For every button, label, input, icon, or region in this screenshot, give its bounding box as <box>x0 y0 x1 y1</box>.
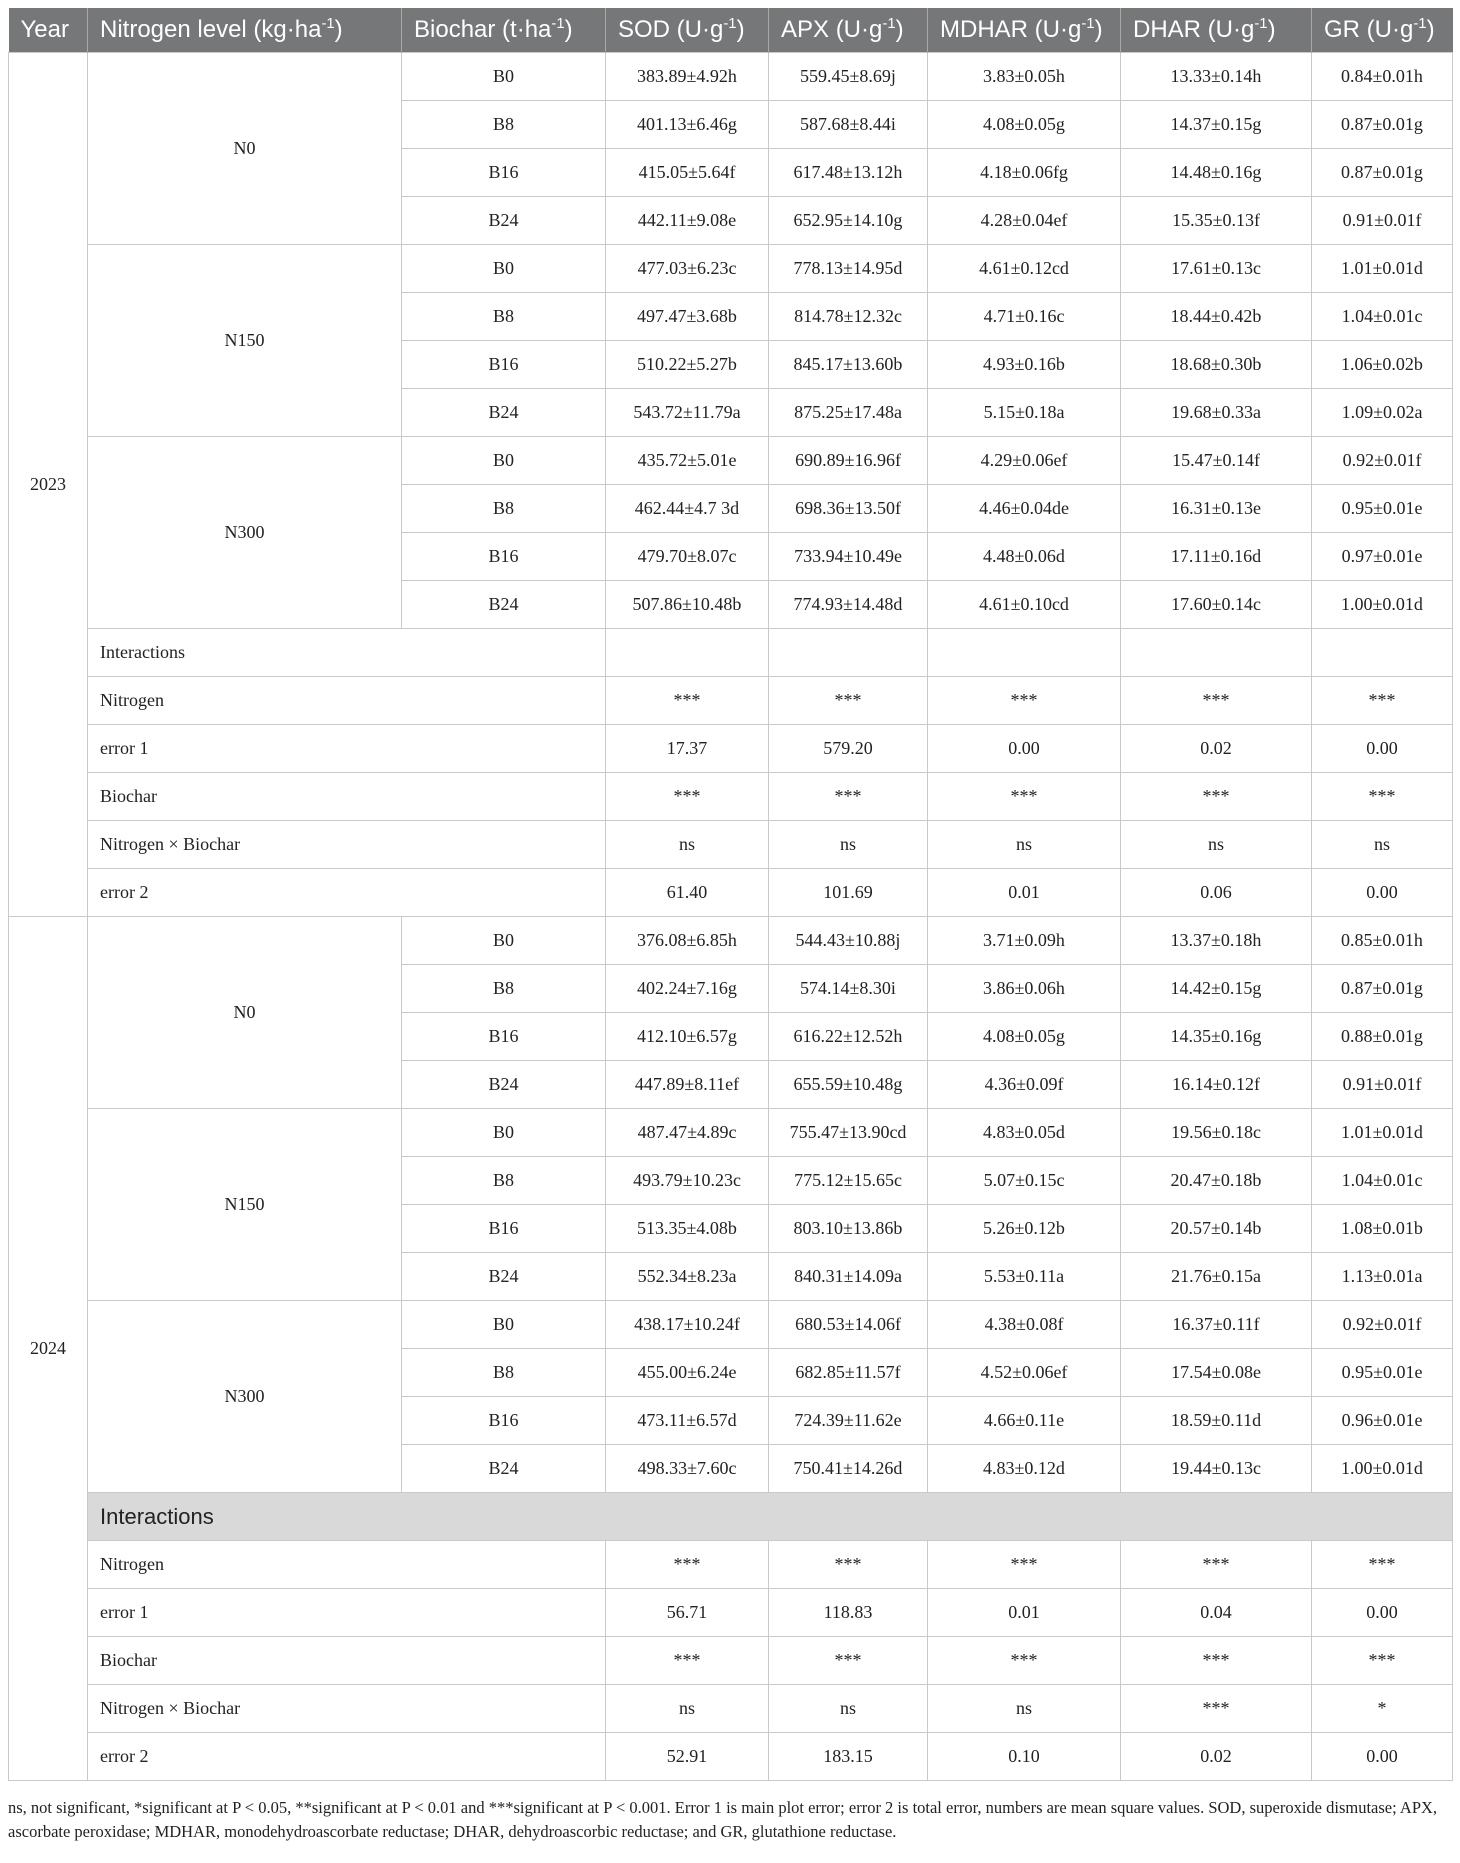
apx-value-cell: 778.13±14.95d <box>769 245 928 293</box>
apx-value-cell: 775.12±15.65c <box>769 1157 928 1205</box>
apx-value-cell: 680.53±14.06f <box>769 1301 928 1349</box>
empty-cell <box>606 629 769 677</box>
mdhar-value-cell: 4.08±0.05g <box>928 101 1121 149</box>
dhar-value-cell: 17.54±0.08e <box>1121 1349 1312 1397</box>
apx-value-cell: 587.68±8.44i <box>769 101 928 149</box>
year-cell: 2024 <box>9 917 88 1781</box>
gr-value-cell: 0.92±0.01f <box>1312 1301 1453 1349</box>
apx-interaction-cell: *** <box>769 677 928 725</box>
dhar-value-cell: 16.37±0.11f <box>1121 1301 1312 1349</box>
dhar-value-cell: 14.42±0.15g <box>1121 965 1312 1013</box>
gr-value-cell: 1.00±0.01d <box>1312 1445 1453 1493</box>
interaction-label: error 1 <box>88 725 606 773</box>
apx-value-cell: 814.78±12.32c <box>769 293 928 341</box>
biochar-cell: B8 <box>402 1349 606 1397</box>
sod-interaction-cell: *** <box>606 1541 769 1589</box>
interaction-row <box>9 821 1453 869</box>
gr-value-cell: 0.87±0.01g <box>1312 101 1453 149</box>
gr-value-cell: 1.01±0.01d <box>1312 1109 1453 1157</box>
biochar-cell: B0 <box>402 917 606 965</box>
sod-interaction-cell: *** <box>606 773 769 821</box>
nitrogen-level-cell: N150 <box>88 245 402 437</box>
enzyme-activity-table <box>8 8 1453 1781</box>
biochar-cell: B24 <box>402 389 606 437</box>
dhar-value-cell: 16.31±0.13e <box>1121 485 1312 533</box>
gr-value-cell: 0.97±0.01e <box>1312 533 1453 581</box>
sod-value-cell: 376.08±6.85h <box>606 917 769 965</box>
sod-interaction-cell: *** <box>606 677 769 725</box>
interaction-label: error 2 <box>88 1733 606 1781</box>
apx-value-cell: 655.59±10.48g <box>769 1061 928 1109</box>
gr-value-cell: 0.87±0.01g <box>1312 965 1453 1013</box>
apx-value-cell: 617.48±13.12h <box>769 149 928 197</box>
nitrogen-level-cell: N0 <box>88 917 402 1109</box>
mdhar-value-cell: 4.66±0.11e <box>928 1397 1121 1445</box>
interaction-row <box>9 1733 1453 1781</box>
mdhar-value-cell: 4.61±0.12cd <box>928 245 1121 293</box>
dhar-value-cell: 19.68±0.33a <box>1121 389 1312 437</box>
sod-value-cell: 402.24±7.16g <box>606 965 769 1013</box>
mdhar-interaction-cell: *** <box>928 1541 1121 1589</box>
sod-value-cell: 487.47±4.89c <box>606 1109 769 1157</box>
mdhar-value-cell: 4.18±0.06fg <box>928 149 1121 197</box>
dhar-interaction-cell: *** <box>1121 1637 1312 1685</box>
sod-value-cell: 513.35±4.08b <box>606 1205 769 1253</box>
dhar-interaction-cell: ns <box>1121 821 1312 869</box>
gr-value-cell: 1.00±0.01d <box>1312 581 1453 629</box>
gr-interaction-cell: * <box>1312 1685 1453 1733</box>
interactions-label: Interactions <box>88 629 606 677</box>
mdhar-value-cell: 4.83±0.12d <box>928 1445 1121 1493</box>
gr-value-cell: 0.84±0.01h <box>1312 53 1453 101</box>
gr-value-cell: 0.88±0.01g <box>1312 1013 1453 1061</box>
sod-value-cell: 477.03±6.23c <box>606 245 769 293</box>
interaction-label: Biochar <box>88 1637 606 1685</box>
interaction-row <box>9 1589 1453 1637</box>
sod-value-cell: 479.70±8.07c <box>606 533 769 581</box>
biochar-cell: B24 <box>402 1061 606 1109</box>
mdhar-value-cell: 4.52±0.06ef <box>928 1349 1121 1397</box>
sod-value-cell: 435.72±5.01e <box>606 437 769 485</box>
apx-value-cell: 682.85±11.57f <box>769 1349 928 1397</box>
gr-value-cell: 1.08±0.01b <box>1312 1205 1453 1253</box>
dhar-value-cell: 13.33±0.14h <box>1121 53 1312 101</box>
dhar-value-cell: 17.61±0.13c <box>1121 245 1312 293</box>
biochar-cell: B24 <box>402 1445 606 1493</box>
biochar-cell: B0 <box>402 1301 606 1349</box>
mdhar-value-cell: 3.86±0.06h <box>928 965 1121 1013</box>
biochar-cell: B0 <box>402 245 606 293</box>
col-header-mdhar: MDHAR $(U\cdot g^{-1})$ <box>928 8 1121 53</box>
dhar-value-cell: 16.14±0.12f <box>1121 1061 1312 1109</box>
interactions-label: Interactions <box>88 1493 1453 1541</box>
apx-value-cell: 755.47±13.90cd <box>769 1109 928 1157</box>
apx-value-cell: 750.41±14.26d <box>769 1445 928 1493</box>
gr-value-cell: 0.91±0.01f <box>1312 1061 1453 1109</box>
biochar-cell: B8 <box>402 1157 606 1205</box>
apx-interaction-cell: *** <box>769 773 928 821</box>
interaction-label: Nitrogen <box>88 677 606 725</box>
gr-value-cell: 1.01±0.01d <box>1312 245 1453 293</box>
sod-value-cell: 497.47±3.68b <box>606 293 769 341</box>
empty-cell <box>928 629 1121 677</box>
col-header-gr: GR $(U\cdot g^{-1})$ <box>1312 8 1453 53</box>
empty-cell <box>1312 629 1453 677</box>
mdhar-interaction-cell: 0.00 <box>928 725 1121 773</box>
gr-interaction-cell: *** <box>1312 1541 1453 1589</box>
apx-interaction-cell: 183.15 <box>769 1733 928 1781</box>
sod-value-cell: 462.44±4.7 3d <box>606 485 769 533</box>
mdhar-interaction-cell: *** <box>928 773 1121 821</box>
col-header-apx: APX $(U\cdot g^{-1})$ <box>769 8 928 53</box>
sod-interaction-cell: 61.40 <box>606 869 769 917</box>
biochar-cell: B8 <box>402 293 606 341</box>
biochar-cell: B16 <box>402 533 606 581</box>
apx-value-cell: 733.94±10.49e <box>769 533 928 581</box>
interactions-header-row <box>9 629 1453 677</box>
dhar-interaction-cell: *** <box>1121 1541 1312 1589</box>
mdhar-value-cell: 4.93±0.16b <box>928 341 1121 389</box>
interaction-label: error 2 <box>88 869 606 917</box>
apx-value-cell: 840.31±14.09a <box>769 1253 928 1301</box>
biochar-cell: B8 <box>402 101 606 149</box>
sod-value-cell: 415.05±5.64f <box>606 149 769 197</box>
gr-interaction-cell: 0.00 <box>1312 725 1453 773</box>
biochar-cell: B16 <box>402 341 606 389</box>
interaction-label: Nitrogen × Biochar <box>88 1685 606 1733</box>
empty-cell <box>769 629 928 677</box>
nitrogen-level-cell: N150 <box>88 1109 402 1301</box>
sod-value-cell: 401.13±6.46g <box>606 101 769 149</box>
mdhar-value-cell: 3.71±0.09h <box>928 917 1121 965</box>
dhar-value-cell: 15.35±0.13f <box>1121 197 1312 245</box>
apx-value-cell: 774.93±14.48d <box>769 581 928 629</box>
apx-value-cell: 574.14±8.30i <box>769 965 928 1013</box>
apx-value-cell: 845.17±13.60b <box>769 341 928 389</box>
table-row <box>9 917 1453 965</box>
dhar-value-cell: 15.47±0.14f <box>1121 437 1312 485</box>
mdhar-value-cell: 4.29±0.06ef <box>928 437 1121 485</box>
apx-value-cell: 652.95±14.10g <box>769 197 928 245</box>
apx-value-cell: 875.25±17.48a <box>769 389 928 437</box>
sod-value-cell: 552.34±8.23a <box>606 1253 769 1301</box>
gr-value-cell: 1.04±0.01c <box>1312 1157 1453 1205</box>
apx-interaction-cell: 579.20 <box>769 725 928 773</box>
interaction-label: Nitrogen <box>88 1541 606 1589</box>
dhar-interaction-cell: 0.04 <box>1121 1589 1312 1637</box>
dhar-value-cell: 21.76±0.15a <box>1121 1253 1312 1301</box>
dhar-interaction-cell: *** <box>1121 773 1312 821</box>
apx-interaction-cell: *** <box>769 1637 928 1685</box>
interactions-header-row <box>9 1493 1453 1541</box>
apx-value-cell: 544.43±10.88j <box>769 917 928 965</box>
nitrogen-level-cell: N300 <box>88 1301 402 1493</box>
apx-interaction-cell: 118.83 <box>769 1589 928 1637</box>
interaction-row <box>9 725 1453 773</box>
mdhar-interaction-cell: *** <box>928 1637 1121 1685</box>
table-row <box>9 1109 1453 1157</box>
apx-interaction-cell: ns <box>769 821 928 869</box>
dhar-interaction-cell: 0.02 <box>1121 1733 1312 1781</box>
apx-value-cell: 690.89±16.96f <box>769 437 928 485</box>
mdhar-interaction-cell: 0.10 <box>928 1733 1121 1781</box>
mdhar-value-cell: 4.48±0.06d <box>928 533 1121 581</box>
mdhar-value-cell: 5.07±0.15c <box>928 1157 1121 1205</box>
gr-value-cell: 0.87±0.01g <box>1312 149 1453 197</box>
biochar-cell: B8 <box>402 485 606 533</box>
table-row <box>9 53 1453 101</box>
sod-value-cell: 473.11±6.57d <box>606 1397 769 1445</box>
apx-interaction-cell: *** <box>769 1541 928 1589</box>
sod-interaction-cell: 52.91 <box>606 1733 769 1781</box>
col-header-biochar: Biochar $(t\cdot ha^{-1})$ <box>402 8 606 53</box>
table-row <box>9 437 1453 485</box>
dhar-interaction-cell: *** <box>1121 677 1312 725</box>
dhar-value-cell: 18.68±0.30b <box>1121 341 1312 389</box>
apx-value-cell: 616.22±12.52h <box>769 1013 928 1061</box>
dhar-value-cell: 20.57±0.14b <box>1121 1205 1312 1253</box>
sod-value-cell: 455.00±6.24e <box>606 1349 769 1397</box>
dhar-interaction-cell: 0.06 <box>1121 869 1312 917</box>
biochar-cell: B24 <box>402 581 606 629</box>
sod-value-cell: 383.89±4.92h <box>606 53 769 101</box>
gr-interaction-cell: *** <box>1312 773 1453 821</box>
gr-value-cell: 1.13±0.01a <box>1312 1253 1453 1301</box>
mdhar-value-cell: 4.38±0.08f <box>928 1301 1121 1349</box>
sod-value-cell: 493.79±10.23c <box>606 1157 769 1205</box>
mdhar-interaction-cell: ns <box>928 821 1121 869</box>
sod-interaction-cell: 17.37 <box>606 725 769 773</box>
mdhar-value-cell: 3.83±0.05h <box>928 53 1121 101</box>
apx-value-cell: 698.36±13.50f <box>769 485 928 533</box>
header-row <box>9 8 1453 53</box>
dhar-interaction-cell: *** <box>1121 1685 1312 1733</box>
col-header-nitrogen: Nitrogen level $(kg\cdot ha^{-1})$ <box>88 8 402 53</box>
biochar-cell: B0 <box>402 1109 606 1157</box>
mdhar-value-cell: 5.53±0.11a <box>928 1253 1121 1301</box>
table-body <box>9 53 1453 1781</box>
dhar-value-cell: 14.35±0.16g <box>1121 1013 1312 1061</box>
interaction-row <box>9 869 1453 917</box>
mdhar-value-cell: 4.36±0.09f <box>928 1061 1121 1109</box>
sod-value-cell: 510.22±5.27b <box>606 341 769 389</box>
dhar-value-cell: 14.48±0.16g <box>1121 149 1312 197</box>
gr-interaction-cell: 0.00 <box>1312 869 1453 917</box>
apx-interaction-cell: ns <box>769 1685 928 1733</box>
interaction-row <box>9 1637 1453 1685</box>
interaction-row <box>9 1685 1453 1733</box>
table-footnote: ns, not significant, *significant at P < 0.05, **significant at P < 0.01 and ***significant at P < 0.001. Error 1 is main plot error; error 2 is total error, numbers are mean square values. SOD, superoxide dismutase; APX, ascorbate peroxidase; MDHAR, monodehydroascorbate reductase; DHAR, dehydroascorbic reductase; and GR, glutathione reductase. <box>8 1798 1438 1841</box>
data-table-container <box>8 8 1452 1781</box>
mdhar-value-cell: 4.28±0.04ef <box>928 197 1121 245</box>
mdhar-value-cell: 4.46±0.04de <box>928 485 1121 533</box>
dhar-interaction-cell: 0.02 <box>1121 725 1312 773</box>
biochar-cell: B0 <box>402 53 606 101</box>
biochar-cell: B24 <box>402 1253 606 1301</box>
interaction-row <box>9 677 1453 725</box>
sod-value-cell: 507.86±10.48b <box>606 581 769 629</box>
dhar-value-cell: 17.11±0.16d <box>1121 533 1312 581</box>
apx-value-cell: 724.39±11.62e <box>769 1397 928 1445</box>
gr-value-cell: 0.85±0.01h <box>1312 917 1453 965</box>
gr-interaction-cell: ns <box>1312 821 1453 869</box>
gr-value-cell: 0.96±0.01e <box>1312 1397 1453 1445</box>
gr-value-cell: 0.91±0.01f <box>1312 197 1453 245</box>
biochar-cell: B24 <box>402 197 606 245</box>
apx-value-cell: 559.45±8.69j <box>769 53 928 101</box>
sod-value-cell: 412.10±6.57g <box>606 1013 769 1061</box>
interaction-label: Nitrogen × Biochar <box>88 821 606 869</box>
sod-value-cell: 442.11±9.08e <box>606 197 769 245</box>
biochar-cell: B16 <box>402 1205 606 1253</box>
mdhar-value-cell: 4.61±0.10cd <box>928 581 1121 629</box>
mdhar-interaction-cell: *** <box>928 677 1121 725</box>
nitrogen-level-cell: N0 <box>88 53 402 245</box>
sod-interaction-cell: 56.71 <box>606 1589 769 1637</box>
sod-interaction-cell: *** <box>606 1637 769 1685</box>
biochar-cell: B16 <box>402 1397 606 1445</box>
gr-value-cell: 1.06±0.02b <box>1312 341 1453 389</box>
interaction-label: error 1 <box>88 1589 606 1637</box>
biochar-cell: B16 <box>402 1013 606 1061</box>
mdhar-value-cell: 4.71±0.16c <box>928 293 1121 341</box>
gr-value-cell: 0.95±0.01e <box>1312 485 1453 533</box>
dhar-value-cell: 13.37±0.18h <box>1121 917 1312 965</box>
mdhar-interaction-cell: ns <box>928 1685 1121 1733</box>
sod-value-cell: 447.89±8.11ef <box>606 1061 769 1109</box>
biochar-cell: B8 <box>402 965 606 1013</box>
mdhar-value-cell: 4.83±0.05d <box>928 1109 1121 1157</box>
sod-interaction-cell: ns <box>606 821 769 869</box>
dhar-value-cell: 17.60±0.14c <box>1121 581 1312 629</box>
dhar-value-cell: 18.59±0.11d <box>1121 1397 1312 1445</box>
empty-cell <box>1121 629 1312 677</box>
gr-interaction-cell: 0.00 <box>1312 1589 1453 1637</box>
sod-value-cell: 438.17±10.24f <box>606 1301 769 1349</box>
apx-interaction-cell: 101.69 <box>769 869 928 917</box>
gr-interaction-cell: *** <box>1312 1637 1453 1685</box>
interaction-row <box>9 1541 1453 1589</box>
gr-value-cell: 0.92±0.01f <box>1312 437 1453 485</box>
gr-value-cell: 1.04±0.01c <box>1312 293 1453 341</box>
interaction-row <box>9 773 1453 821</box>
sod-interaction-cell: ns <box>606 1685 769 1733</box>
biochar-cell: B0 <box>402 437 606 485</box>
dhar-value-cell: 20.47±0.18b <box>1121 1157 1312 1205</box>
mdhar-value-cell: 5.26±0.12b <box>928 1205 1121 1253</box>
apx-value-cell: 803.10±13.86b <box>769 1205 928 1253</box>
dhar-value-cell: 18.44±0.42b <box>1121 293 1312 341</box>
table-row <box>9 245 1453 293</box>
col-header-dhar: DHAR $(U\cdot g^{-1})$ <box>1121 8 1312 53</box>
nitrogen-level-cell: N300 <box>88 437 402 629</box>
mdhar-interaction-cell: 0.01 <box>928 1589 1121 1637</box>
sod-value-cell: 543.72±11.79a <box>606 389 769 437</box>
mdhar-value-cell: 5.15±0.18a <box>928 389 1121 437</box>
gr-value-cell: 0.95±0.01e <box>1312 1349 1453 1397</box>
table-row <box>9 1301 1453 1349</box>
dhar-value-cell: 14.37±0.15g <box>1121 101 1312 149</box>
dhar-value-cell: 19.56±0.18c <box>1121 1109 1312 1157</box>
biochar-cell: B16 <box>402 149 606 197</box>
mdhar-value-cell: 4.08±0.05g <box>928 1013 1121 1061</box>
year-cell: 2023 <box>9 53 88 917</box>
col-header-sod: SOD $(U\cdot g^{-1})$ <box>606 8 769 53</box>
dhar-value-cell: 19.44±0.13c <box>1121 1445 1312 1493</box>
interaction-label: Biochar <box>88 773 606 821</box>
mdhar-interaction-cell: 0.01 <box>928 869 1121 917</box>
sod-value-cell: 498.33±7.60c <box>606 1445 769 1493</box>
gr-value-cell: 1.09±0.02a <box>1312 389 1453 437</box>
col-header-year: Year <box>9 8 88 53</box>
gr-interaction-cell: 0.00 <box>1312 1733 1453 1781</box>
gr-interaction-cell: *** <box>1312 677 1453 725</box>
